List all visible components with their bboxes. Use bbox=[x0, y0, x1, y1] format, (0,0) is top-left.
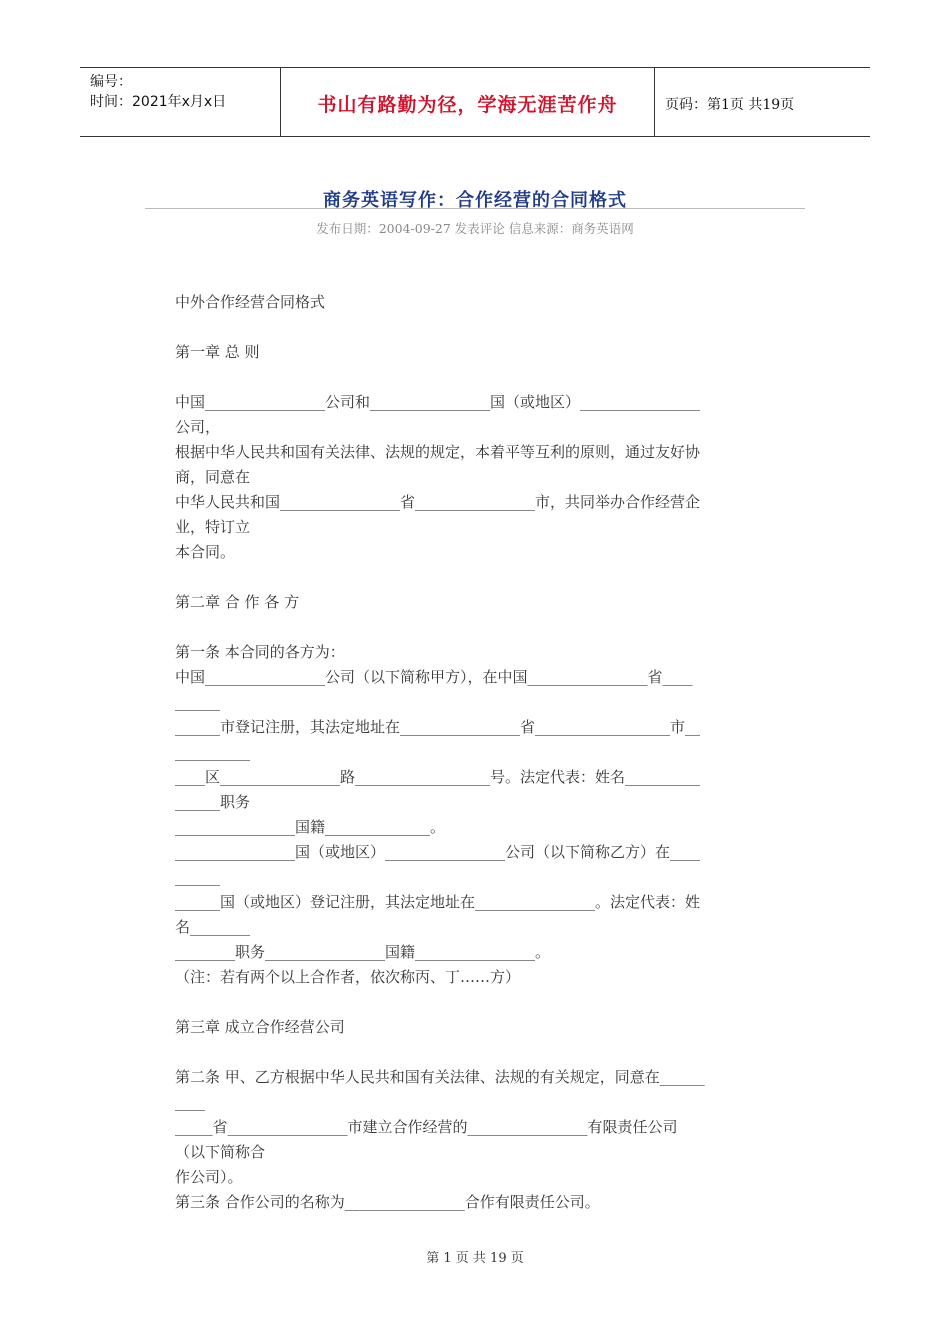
text-line: ______国（或地区）登记注册，其法定地址在________________。法定代表：姓 bbox=[175, 893, 701, 911]
text-line: 中国________________公司和________________国（或地区）________________ bbox=[175, 393, 701, 411]
text-line: ______职务 bbox=[175, 793, 251, 811]
text-line: 中华人民共和国________________省________________市，共同举办合作经营企 bbox=[175, 493, 701, 511]
motto-text: 书山有路勤为径，学海无涯苦作舟 bbox=[317, 94, 618, 116]
text-line: ______ bbox=[175, 693, 220, 711]
blank-line bbox=[175, 565, 775, 590]
header-left-cell bbox=[80, 68, 280, 136]
text-line: ____ bbox=[175, 1093, 205, 1111]
text-line: 名________ bbox=[175, 918, 251, 936]
blank-line bbox=[175, 315, 775, 340]
page-info: 页码：第1页 共19页 bbox=[665, 97, 795, 113]
page-footer: 第 1 页 共 19 页 bbox=[426, 1251, 524, 1266]
text-line: ____区________________路__________________号。法定代表：姓名__________ bbox=[175, 768, 701, 786]
text-line: ________________国（或地区）________________公司（以下简称乙方）在____ bbox=[175, 843, 701, 861]
document-body bbox=[175, 290, 775, 1215]
header-middle-cell bbox=[280, 68, 655, 136]
text-line: ______ bbox=[175, 868, 220, 886]
text-line: 本合同。 bbox=[175, 543, 236, 561]
text-line: 第一条 本合同的各方为： bbox=[175, 643, 345, 661]
text-line: 第二条 甲、乙方根据中华人民共和国有关法律、法规的有关规定，同意在______ bbox=[175, 1068, 705, 1086]
text-line: 公司， bbox=[175, 418, 221, 436]
header-right-cell bbox=[655, 68, 870, 136]
text-line: ________________国籍______________。 bbox=[175, 818, 446, 836]
text-line: 中外合作经营合同格式 bbox=[175, 293, 326, 311]
time-label: 时间：2021年x月x日 bbox=[90, 94, 227, 110]
text-line: ______市登记注册，其法定地址在________________省__________________市__ bbox=[175, 718, 701, 736]
text-line: （以下简称合 bbox=[175, 1143, 266, 1161]
blank-line bbox=[175, 365, 775, 390]
document-header bbox=[80, 67, 870, 137]
blank-line bbox=[175, 1040, 775, 1065]
text-line: __________ bbox=[175, 743, 250, 761]
text-line: 第三章 成立合作经营公司 bbox=[175, 1018, 345, 1036]
text-line: （注：若有两个以上合作者，依次称丙、丁……方） bbox=[175, 968, 521, 986]
text-line: 商，同意在 bbox=[175, 468, 251, 486]
blank-line bbox=[175, 990, 775, 1015]
text-line: ________职务________________国籍________________。 bbox=[175, 943, 551, 961]
title-divider bbox=[145, 208, 805, 209]
text-line: 作公司）。 bbox=[175, 1168, 243, 1186]
blank-line bbox=[175, 615, 775, 640]
text-line: _____省________________市建立合作经营的________________有限责任公司 bbox=[175, 1118, 678, 1136]
text-line: 第三条 合作公司的名称为________________合作有限责任公司。 bbox=[175, 1193, 600, 1211]
article-meta: 发布日期：2004-09-27 发表评论 信息来源：商务英语网 bbox=[316, 221, 634, 236]
text-line: 业，特订立 bbox=[175, 518, 251, 536]
text-line: 第一章 总 则 bbox=[175, 343, 260, 361]
text-line: 第二章 合 作 各 方 bbox=[175, 593, 300, 611]
article-title: 商务英语写作：合作经营的合同格式 bbox=[323, 190, 627, 211]
text-line: 中国________________公司（以下简称甲方），在中国________________省____ bbox=[175, 668, 693, 686]
text-line: 根据中华人民共和国有关法律、法规的规定，本着平等互利的原则，通过友好协 bbox=[175, 443, 701, 461]
number-label: 编号： bbox=[90, 74, 132, 90]
